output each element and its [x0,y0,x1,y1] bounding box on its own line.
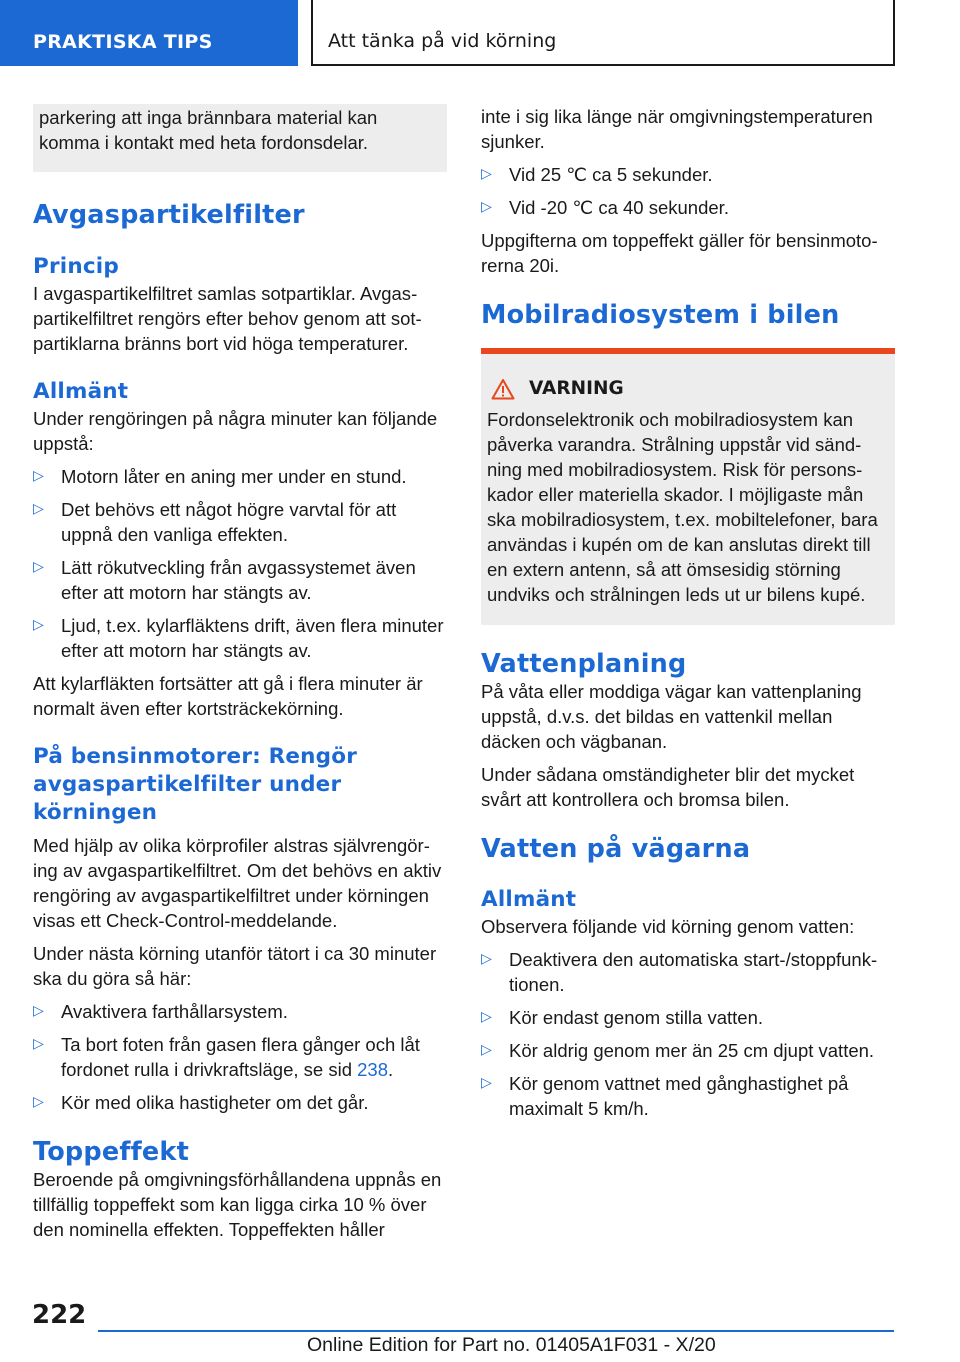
page-number: 222 [32,1300,87,1330]
bullet-triangle-icon: ▷ [33,559,44,575]
warning-box [481,348,895,625]
bullet-triangle-icon: ▷ [481,199,492,215]
chapter-title: Att tänka på vid körning [311,0,895,66]
footer-edition-text: Online Edition for Part no. 01405A1F031 - X/20 [307,1334,716,1356]
bullet-triangle-icon: ▷ [33,1003,44,1019]
note-line: komma i kontakt med heta fordonsdelar. [39,132,369,153]
bullet-triangle-icon: ▷ [33,501,44,517]
section-tab: PRAKTISKA TIPS [0,0,298,66]
heading-vatten-pa-vagarna: Vatten på vägarna [481,834,751,864]
bullet-triangle-icon: ▷ [33,468,44,484]
bullet-triangle-icon: ▷ [33,617,44,633]
list-item: ▷ Ta bort foten från gasen flera gånger och låt fordonet rulla i drivkraftsläge, se sid 238. [33,1034,420,1080]
heading-allmant: Allmänt [33,379,129,404]
allmant-text: Under rengöringen på några minuter kan följande uppstå: [33,408,438,454]
note-line: parkering att inga brännbara material kan [39,107,378,128]
footer-divider [98,1330,894,1332]
heading-allmant-2: Allmänt [481,887,577,912]
vattenplaning-text-1: På våta eller moddiga vägar kan vattenplaning uppstå, d.v.s. det bildas en vattenkil mellan däcken och vägbanan. [481,681,862,752]
continued-after-text: Uppgifterna om toppeffekt gäller för bensinmotorerna 20i. [481,230,878,276]
list-item: ▷ Ljud, t.ex. kylarfläktens drift, även flera minuter efter att motorn har stängts av. [33,615,444,661]
vatten-list [481,947,895,1121]
toppeffekt-text: Beroende på omgivningsförhållandena uppnås en tillfällig toppeffekt som kan ligga cirka 10 % över den nominella effekten. Toppeffekten håller [33,1169,442,1240]
warning-text: Fordonselektronik och mobilradiosystem kan påverka varandra. Strålning uppstår vid sändning med mobilradiosystem. Risk för personskador eller materiella skador. I möjligaste mån ska mobilradiosystem, t.ex. mobiltelefoner, bara användas i kupén om de kan anslutas direkt till en extern antenn, så att ömsesidig störning undviks och strålningen leds ut ur bilens kupé. [487,409,878,605]
heading-mobilradiosystem: Mobilradiosystem i bilen [481,300,840,330]
list-item: ▷ Kör aldrig genom mer än 25 cm djupt vatten. [481,1040,875,1061]
list-item: ▷ Det behövs ett något högre varvtal för att uppnå den vanliga effekten. [33,499,397,545]
bullet-triangle-icon: ▷ [481,1075,492,1091]
note-box [33,104,447,172]
heading-toppeffekt: Toppeffekt [33,1137,189,1167]
bensin-list [33,999,447,1115]
right-column [481,104,895,1129]
bullet-triangle-icon: ▷ [33,1094,44,1110]
bullet-triangle-icon: ▷ [481,951,492,967]
bullet-triangle-icon: ▷ [33,1036,44,1052]
list-item: ▷ Kör endast genom stilla vatten. [481,1007,764,1028]
list-item: ▷ Lätt rökutveckling från avgassystemet även efter att motorn har stängts av. [33,557,416,603]
list-item: ▷ Avaktivera farthållarsystem. [33,1001,288,1022]
continued-text: inte i sig lika länge när omgivningstemperaturen sjunker. [481,106,873,152]
bullet-triangle-icon: ▷ [481,1009,492,1025]
heading-bensinmotorer: På bensinmotorer: Rengör avgaspartikelfilter under körningen [33,744,358,825]
bullet-triangle-icon: ▷ [481,1042,492,1058]
page-reference-link[interactable]: 238 [357,1059,389,1080]
warning-title: VARNING [491,376,887,401]
heading-avgaspartikelfilter: Avgaspartikelfilter [33,200,305,230]
bensin-text-2: Under nästa körning utanför tätort i ca 30 minuter ska du göra så här: [33,943,437,989]
list-item: ▷ Kör genom vattnet med gånghastighet på maximalt 5 km/h. [481,1073,849,1119]
bullet-triangle-icon: ▷ [481,166,492,182]
bensin-text-1: Med hjälp av olika körprofiler alstras självrengöring av avgaspartikelfiltret. Om det behövs en aktiv rengöring av avgaspartikelfiltret under körningen visas ett Check-Control-meddelande. [33,835,442,931]
page-header [0,0,960,66]
list-item: ▷ Vid -20 ℃ ca 40 sekunder. [481,197,729,218]
princip-text: I avgaspartikelfiltret samlas sotpartiklar. Avgaspartikelfiltret rengörs efter behov genom att sotpartiklarna bränns bort vid höga temperaturer. [33,283,422,354]
warning-triangle-icon [491,378,515,400]
allmant-after-text: Att kylarfläkten fortsätter att gå i flera minuter är normalt även efter kortsträckekörning. [33,673,423,719]
list-item: ▷ Kör med olika hastigheter om det går. [33,1092,369,1113]
heading-princip: Princip [33,254,119,279]
list-item: ▷ Vid 25 ℃ ca 5 sekunder. [481,164,713,185]
heading-vattenplaning: Vattenplaning [481,649,687,679]
allmant-list [33,464,447,663]
vattenplaning-text-2: Under sådana omständigheter blir det mycket svårt att kontrollera och bromsa bilen. [481,764,855,810]
vatten-text: Observera följande vid körning genom vatten: [481,916,855,937]
left-column [33,104,447,1242]
toppeffekt-list [481,162,895,220]
list-item: ▷ Motorn låter en aning mer under en stund. [33,466,407,487]
list-item: ▷ Deaktivera den automatiska start-/stoppfunktionen. [481,949,878,995]
